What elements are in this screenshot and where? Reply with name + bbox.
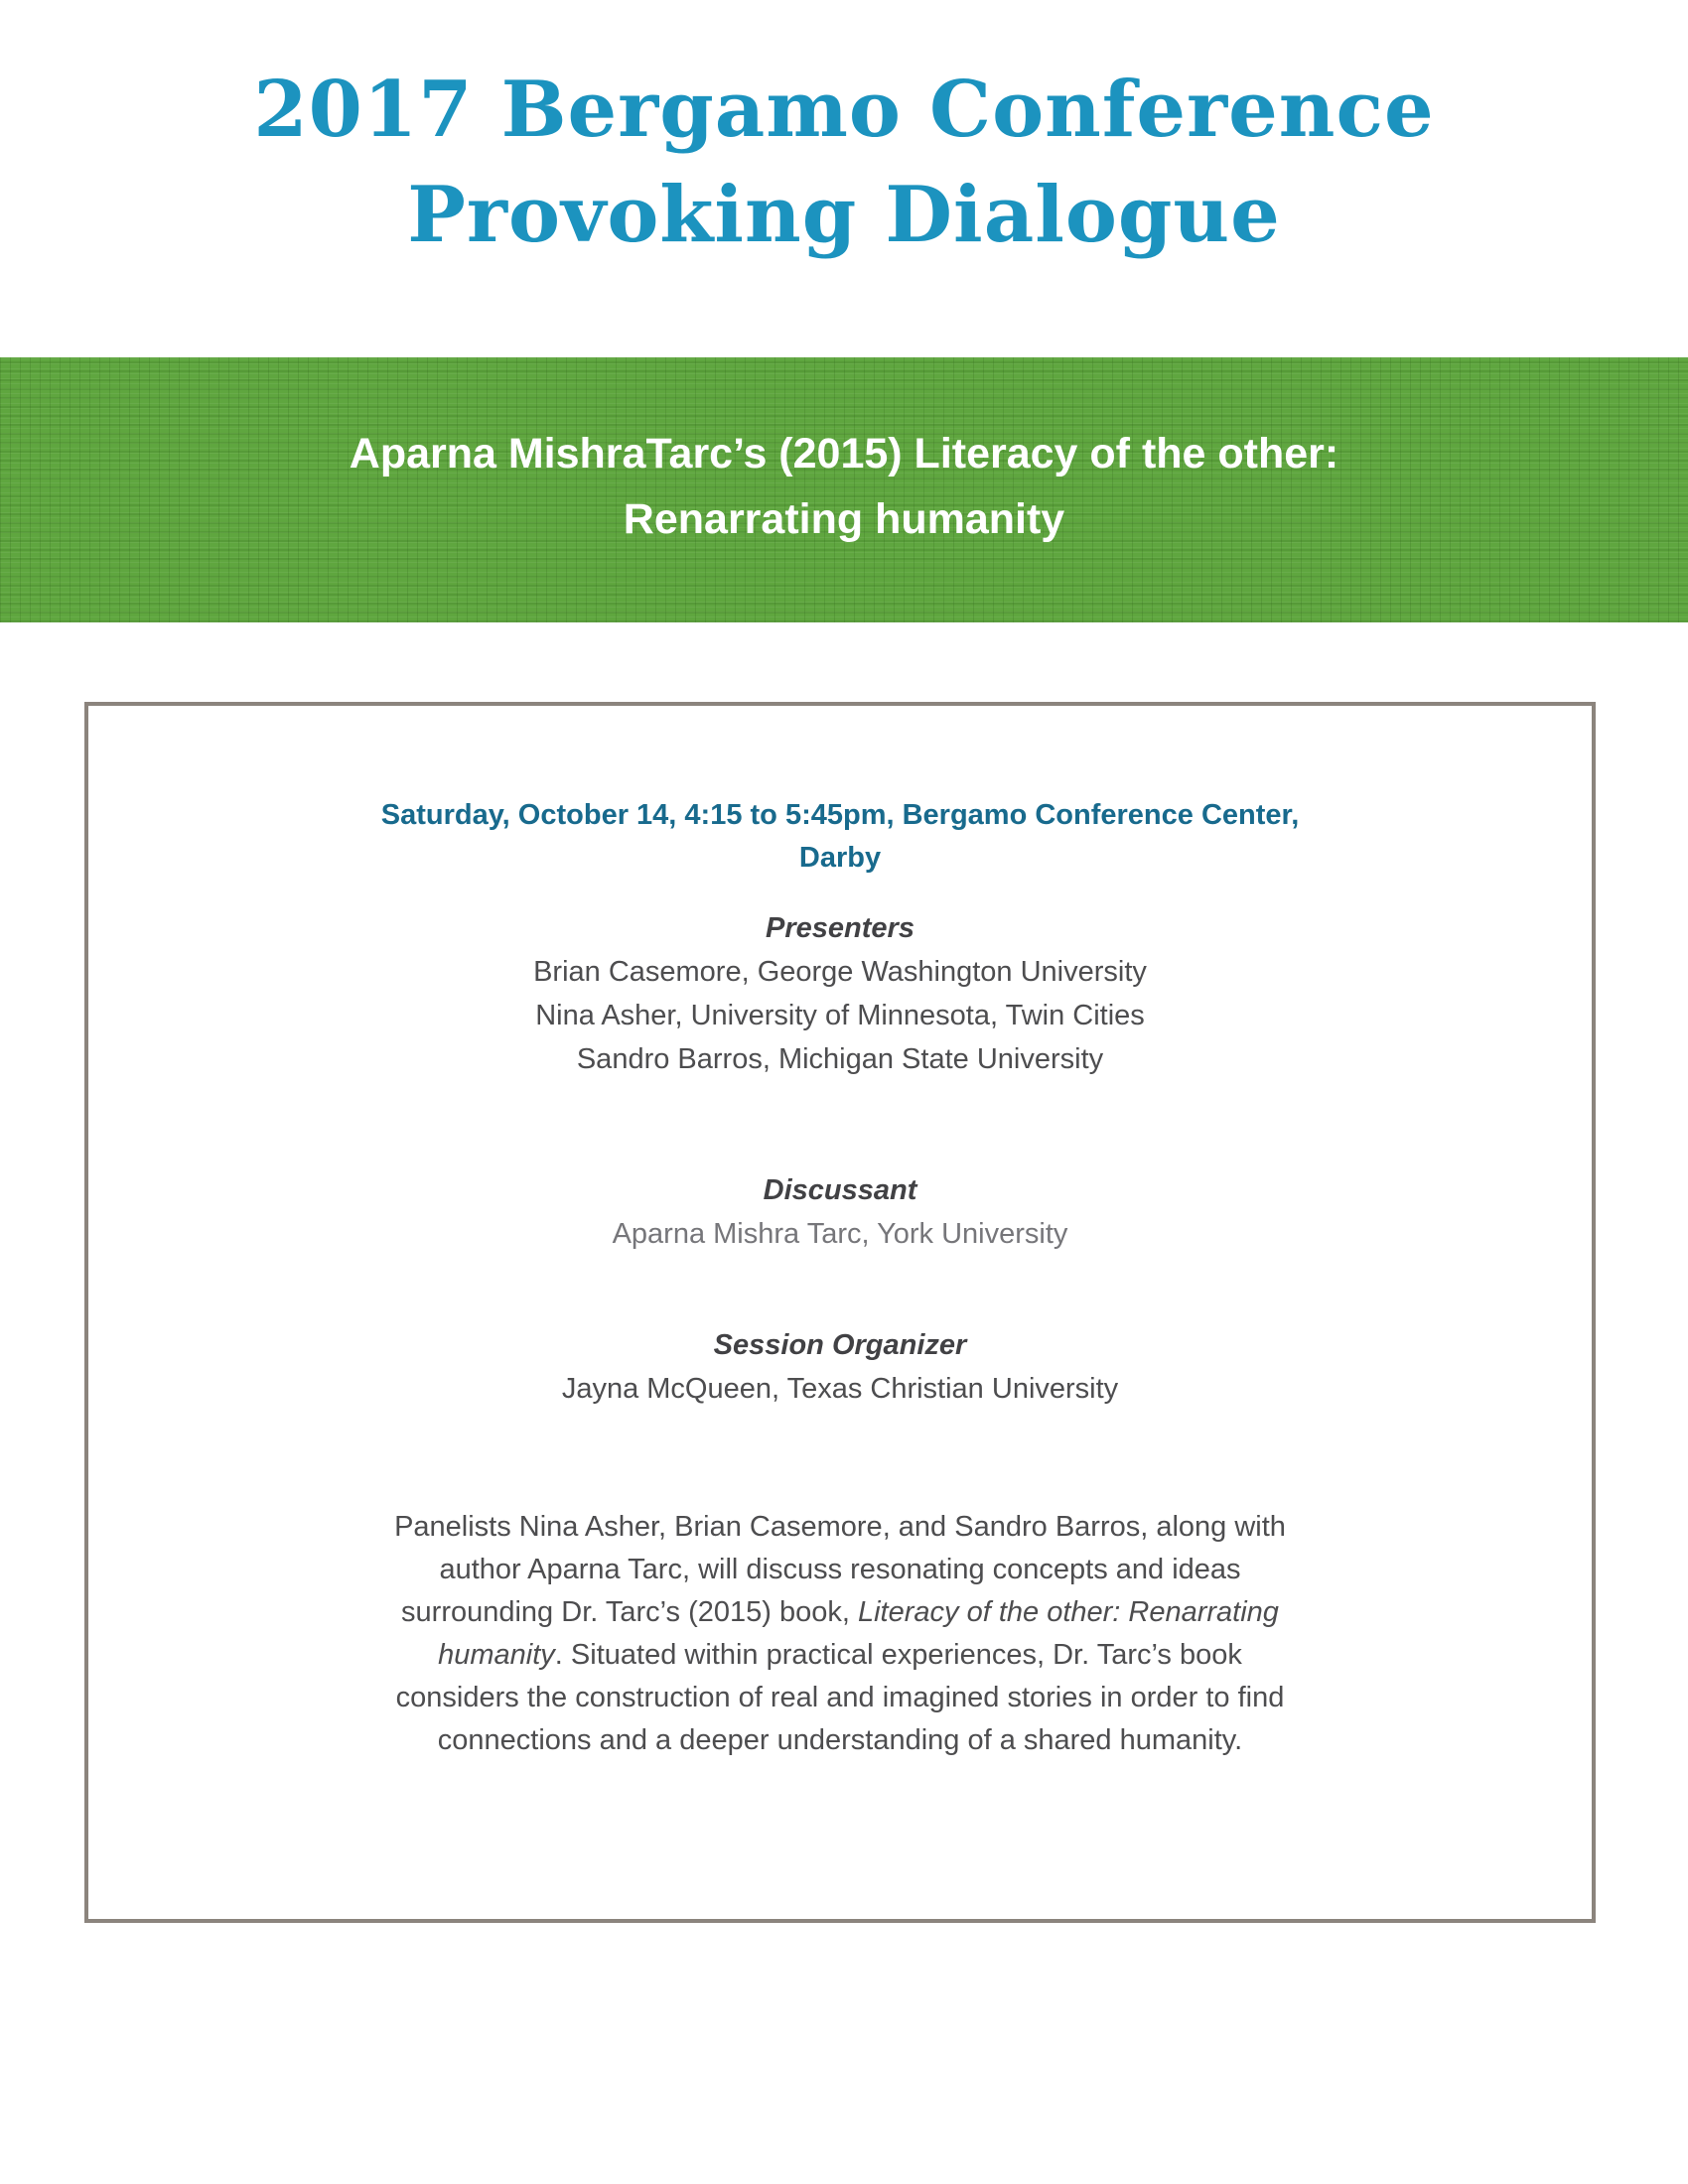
description-text-before: Panelists Nina Asher, Brian Casemore, and Sandro Barros, along with author Aparna Tarc, will discuss resonating concepts and ideas surrounding Dr. Tarc’s (2015) book, — [394, 1511, 1286, 1628]
description-book-title: Literacy of the other: Renarrating humanity — [438, 1596, 1279, 1671]
discussant-name: Aparna Mishra Tarc, York University — [612, 1218, 1068, 1250]
page-title-line1: 2017 Bergamo Conference — [253, 65, 1435, 155]
presenter-name: Brian Casemore, George Washington University — [533, 956, 1147, 988]
page-title-line2: Provoking Dialogue — [407, 170, 1281, 260]
presenters-list — [88, 950, 1592, 1081]
presenter-name: Sandro Barros, Michigan State University — [576, 1043, 1104, 1075]
session-description — [378, 1506, 1302, 1762]
banner-text-line1: Aparna MishraTarc’s (2015) Literacy of the other: — [349, 430, 1339, 478]
banner-text — [0, 357, 1688, 552]
description-text-after: . Situated within practical experiences, Dr. Tarc’s book considers the construction of real and imagined stories in order to find connections and a deeper understanding of a shared humanity. — [395, 1639, 1285, 1756]
presenters-heading: Presenters — [766, 912, 914, 944]
page-title — [0, 0, 1688, 268]
session-details-card — [84, 702, 1596, 1923]
discussant-heading: Discussant — [763, 1174, 917, 1206]
date-location: Saturday, October 14, 4:15 to 5:45pm, Bergamo Conference Center, Darby — [380, 799, 1300, 874]
session-organizer-name: Jayna McQueen, Texas Christian University — [561, 1373, 1119, 1405]
session-organizer-heading: Session Organizer — [713, 1329, 967, 1361]
presenter-name: Nina Asher, University of Minnesota, Twin Cities — [535, 1000, 1145, 1031]
banner-text-line2: Renarrating humanity — [623, 495, 1065, 543]
session-title-banner — [0, 357, 1688, 622]
